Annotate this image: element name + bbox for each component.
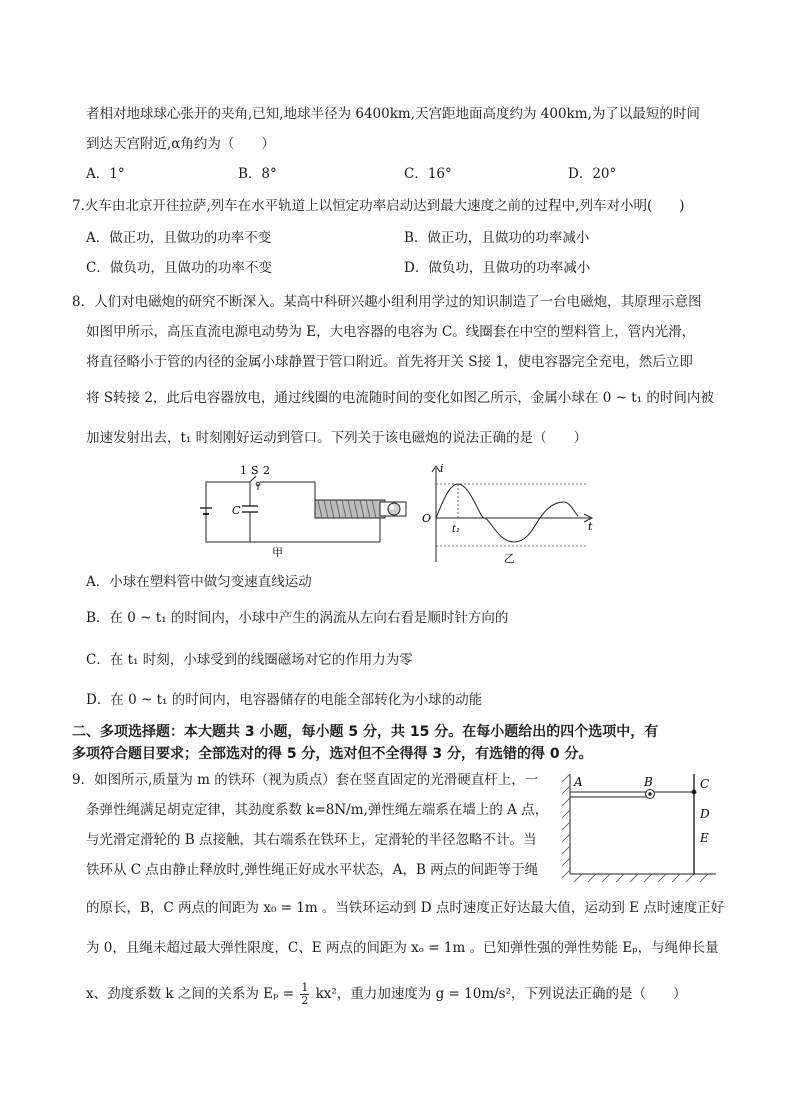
label-t1: t₁ xyxy=(452,524,461,535)
q7-option-b: B．做正功，且做功的功率减小 xyxy=(404,230,590,246)
label-C: C xyxy=(700,777,710,791)
q6-option-c: C．16° xyxy=(404,166,452,182)
q9-stem-line6: 为 0，且绳未超过最大弹性限度，C、E 两点的间距为 xₒ = 1m 。已知弹性强的弹性势能 Eₚ，与绳伸长量 xyxy=(86,940,719,956)
q6-stem-line1: 者相对地球球心张开的夹角,已知,地球半径为 6400km,天宫距地面高度约为 400km,为了以最短的时间 xyxy=(86,106,700,122)
label-i: i xyxy=(440,462,444,475)
q6-option-b: B．8° xyxy=(238,166,277,182)
q8-stem-line5: 加速发射出去，t₁ 时刻刚好运动到管口。下列关于该电磁炮的说法正确的是（ ） xyxy=(86,430,588,446)
q9-figure xyxy=(560,770,720,882)
q6-option-a: A．1° xyxy=(86,166,125,182)
metal-ball xyxy=(388,503,400,515)
q8-stem-line3: 将直径略小于管的内径的金属小球静置于管口附近。首先将开关 S接 1，使电容器完全充电，然后立即 xyxy=(86,354,693,370)
q8-stem-line4: 将 S转接 2，此后电容器放电，通过线圈的电流随时间的变化如图乙所示，金属小球在 0 ~ t₁ 的时间内被 xyxy=(86,390,714,406)
q9-fraction-half xyxy=(300,982,309,1007)
q7-stem: 7.火车由北京开往拉萨,列车在水平轨道上以恒定功率启动达到最大速度之前的过程中,列车对小明( ) xyxy=(72,198,685,214)
label-B: B xyxy=(644,775,653,789)
caption-jia: 甲 xyxy=(272,546,283,559)
q9-stem-line3: 与光滑定滑轮的 B 点接触，其右端系在铁环上，定滑轮的半径忽略不计。当 xyxy=(86,832,537,848)
label-S: S xyxy=(251,464,259,477)
section2-heading-line2: 多项符合题目要求；全部选对的得 5 分，选对但不全得得 3 分，有选错的得 0 分。 xyxy=(72,746,593,762)
label-E: E xyxy=(700,831,709,845)
caption-yi: 乙 xyxy=(504,552,515,565)
q8-option-b: B．在 0 ~ t₁ 的时间内，小球中产生的涡流从左向右看是顺时针方向的 xyxy=(86,610,509,626)
q9-stem-line4: 铁环从 C 点由静止释放时,弹性绳正好成水平状态，A，B 两点的间距等于绳 xyxy=(86,862,539,878)
label-1: 1 xyxy=(240,464,247,477)
label-2: 2 xyxy=(263,464,270,477)
q9-stem-line7 xyxy=(86,982,687,1007)
fraction-denominator: 2 xyxy=(301,994,309,1007)
q9-line7-part-a: x、劲度系数 k 之间的关系为 Eₚ = xyxy=(86,986,295,1002)
label-O: O xyxy=(422,512,432,525)
q8-option-a: A．小球在塑料管中做匀变速直线运动 xyxy=(86,574,312,590)
label-D: D xyxy=(700,807,710,821)
q9-line7-part-b: kx²，重力加速度为 g = 10m/s²，下列说法正确的是（ ） xyxy=(315,986,687,1002)
section2-heading-line1: 二、多项选择题：本大题共 3 小题，每小题 5 分，共 15 分。在每小题给出的四个选项中，有 xyxy=(72,724,659,740)
q7-option-c: C．做负功，且做功的功率不变 xyxy=(86,260,272,276)
q8-option-c: C．在 t₁ 时刻，小球受到的线圈磁场对它的作用力为零 xyxy=(86,652,413,668)
ring-C xyxy=(692,790,696,794)
q9-stem-line5: 的原长，B，C 两点的间距为 x₀ = 1m 。当铁环运动到 D 点时速度正好达最大值，运动到 E 点时速度正好 xyxy=(86,900,725,916)
q8-option-d: D．在 0 ~ t₁ 的时间内，电容器储存的电能全部转化为小球的动能 xyxy=(86,692,483,708)
q9-stem-line2: 条弹性绳满足胡克定律，其劲度系数 k=8N/m,弹性绳左端系在墙上的 A 点， xyxy=(86,802,549,818)
label-C: C xyxy=(232,504,241,517)
q8-figure-jia-circuit xyxy=(190,462,410,562)
label-t: t xyxy=(588,520,593,533)
q8-figure-yi-graph xyxy=(418,462,598,566)
q8-stem-line2: 如图甲所示，高压直流电源电动势为 E，大电容器的电容为 C。线圈套在中空的塑料管上，管内光滑， xyxy=(86,324,696,340)
q6-option-d: D．20° xyxy=(568,166,617,182)
q6-stem-line2: 到达天宫附近,α角约为（ ） xyxy=(86,136,275,152)
q7-option-d: D．做负功，且做功的功率减小 xyxy=(404,260,591,276)
fraction-numerator: 1 xyxy=(301,981,309,994)
q8-stem-line1: 8．人们对电磁炮的研究不断深入。某高中科研兴趣小组利用学过的知识制造了一台电磁炮，其原理示意图 xyxy=(72,294,702,310)
label-A: A xyxy=(574,775,583,789)
q9-stem-line1: 9．如图所示,质量为 m 的铁环（视为质点）套在竖直固定的光滑硬直杆上，一 xyxy=(72,772,539,788)
q7-option-a: A．做正功，且做功的功率不变 xyxy=(86,230,272,246)
